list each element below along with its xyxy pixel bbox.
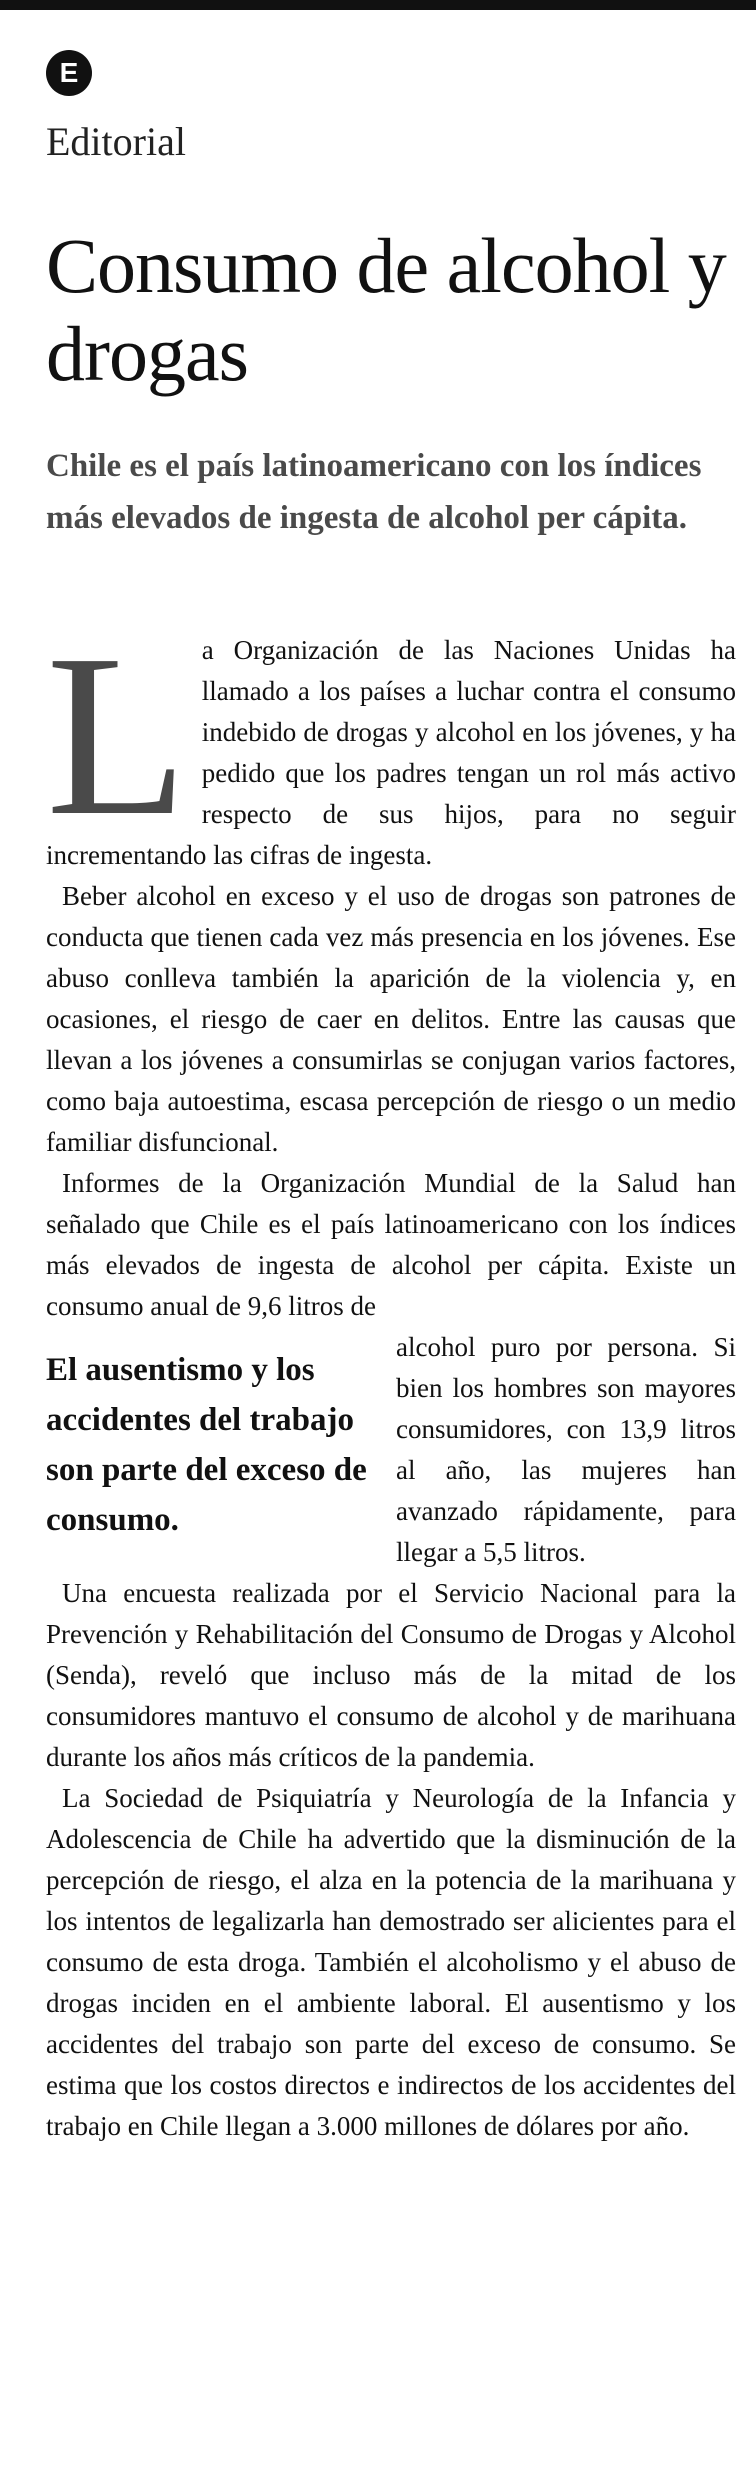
headline: Consumo de alcohol y drogas — [46, 222, 726, 397]
paragraph-1-text: a Organización de las Naciones Unidas ha llamado a los países a luchar contra el consumo indebido de drogas y alcohol en los jóvenes, y ha pedido que los padres tengan un rol más activo respecto de sus hijos, para no seguir incrementando las cifras de ingesta. — [46, 635, 736, 870]
paragraph-5: La Sociedad de Psiquiatría y Neurología de la Infancia y Adolescencia de Chile ha advertido que la disminución de la percepción de riesgo, el alza en la potencia de la marihuana y los intentos de legalizarla han demostrado ser alicientes para el consumo de esta droga. También el alcoholismo y el abuso de drogas inciden en el ambiente laboral. El ausentismo y los accidentes del trabajo son parte del exceso de consumo. Se estima que los costos directos e indirectos de los accidentes del trabajo en Chile llegan a 3.000 millones de dólares por año. — [46, 1783, 736, 2141]
article-body — [46, 607, 736, 2147]
pull-quote: El ausentismo y los accidentes del trabajo son parte del exceso de consumo. — [46, 1352, 367, 1538]
paragraph-4: Una encuesta realizada por el Servicio Nacional para la Prevención y Rehabilitación del Consumo de Drogas y Alcohol (Senda), reveló que incluso más de la mitad de los consumidores mantuvo el consumo de alcohol y de marihuana durante los años más críticos de la pandemia. — [46, 1578, 736, 1772]
paragraph-3b: alcohol puro por persona. Si bien los hombres son mayores consumidores, con 13,9 litros al año, las mujeres han avanzado rápidamente, para llegar a 5,5 litros. — [396, 1332, 736, 1567]
editorial-badge-icon: E — [46, 50, 92, 96]
drop-cap: L — [46, 607, 188, 864]
paragraph-2: Beber alcohol en exceso y el uso de drogas son patrones de conducta que tienen cada vez más presencia en los jóvenes. Ese abuso conlleva también la aparición de la violencia y, en ocasiones, el riesgo de caer en delitos. Entre las causas que llevan a los jóvenes a consumirlas se conjugan varios factores, como baja autoestima, escasa percepción de riesgo o un medio familiar disfuncional. — [46, 881, 736, 1157]
paragraph-3a: Informes de la Organización Mundial de la Salud han señalado que Chile es el país latinoamericano con los índices más elevados de ingesta de alcohol per cápita. Existe un consumo anual de 9,6 litros de — [46, 1168, 736, 1321]
deck: Chile es el país latinoamericano con los índices más elevados de ingesta de alcohol per cápita. — [46, 448, 702, 536]
section-label: Editorial — [46, 119, 186, 164]
paragraph-1 — [46, 607, 736, 876]
top-rule — [0, 0, 756, 10]
